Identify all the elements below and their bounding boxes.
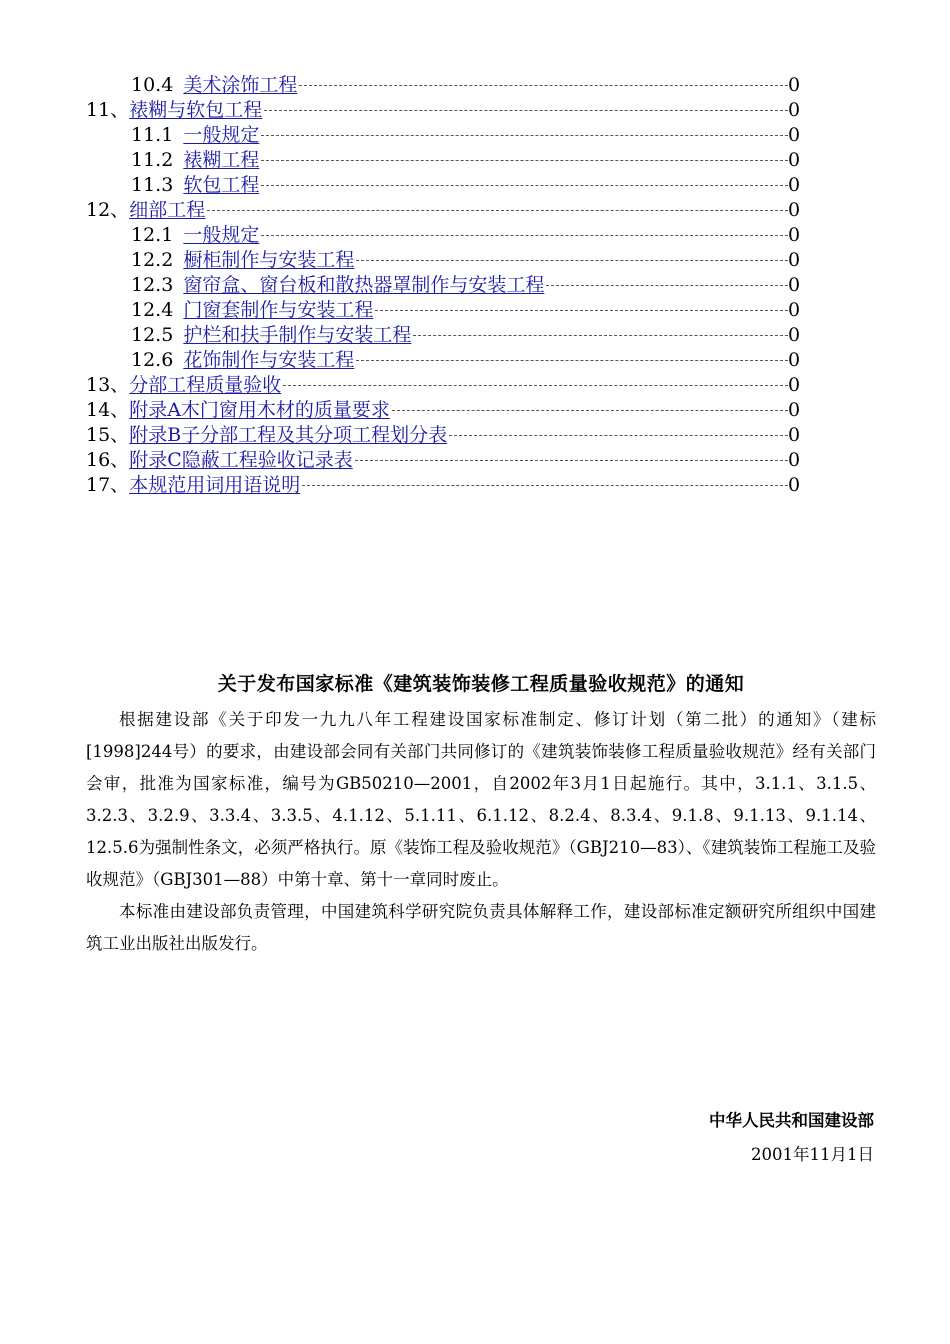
toc-entry-link[interactable]: 裱糊与软包工程 [129,99,263,121]
toc-entry-link[interactable]: 美术涂饰工程 [183,74,298,96]
toc-entry [0,198,950,223]
toc-leader-dashes [356,360,788,361]
toc-page-number: 0 [788,299,801,321]
toc-entry [0,423,950,448]
toc-entry-link[interactable]: 分部工程质量验收 [129,374,282,396]
toc-entry-lead [131,123,259,148]
toc-entry-link[interactable]: 护栏和扶手制作与安装工程 [183,324,412,346]
toc-entry [0,73,950,98]
toc-entry-number: 11.1 [131,124,174,146]
toc-entry-link[interactable]: 附录C隐蔽工程验收记录表 [129,449,353,471]
toc-leader-dashes [283,385,788,386]
toc-entry-lead [131,223,259,248]
notice-paragraph: 本标准由建设部负责管理，中国建筑科学研究院负责具体解释工作，建设部标准定额研究所组织中国建筑工业出版社出版发行。 [86,902,876,953]
toc-leader-dashes [356,260,788,261]
toc-entry-number: 12.6 [131,349,174,371]
toc-page-number: 0 [788,399,801,421]
toc-entry [0,98,950,123]
toc-entry-lead [86,473,300,498]
toc-entry-link[interactable]: 细部工程 [129,199,206,221]
toc-leader-dashes [375,310,788,311]
toc-entry-lead [86,198,205,223]
toc-entry-number: 12.5 [131,324,174,346]
toc-leader-dashes [264,110,788,111]
toc-leader-dashes [261,235,788,236]
toc-entry-number: 12.2 [131,249,174,271]
toc-entry-lead [86,98,262,123]
toc-page-number: 0 [788,449,801,471]
toc-leader-dashes [207,210,788,211]
notice-paragraph: 根据建设部《关于印发一九九八年工程建设国家标准制定、修订计划（第二批）的通知》（建标[1998]244号）的要求，由建设部会同有关部门共同修订的《建筑装饰装修工程质量验收规范》经有关部门会审，批准为国家标准，编号为GB50210—2001，自2002年3月1日起施行。其中，3.1.1、3.1.5、3.2.3、3.2.9、3.3.4、3.3.5、4.1.12、5.1.11、6.1.12、8.2.4、8.3.4、9.1.8、9.1.13、9.1.14、12.5.6为强制性条文，必须严格执行。原《装饰工程及验收规范》（GBJ210—83）、《建筑装饰工程施工及验收规范》（GBJ301—88）中第十章、第十一章同时废止。 [86,710,876,889]
toc-entry-lead [131,73,297,98]
toc-page-number: 0 [788,349,801,371]
toc-leader-dashes [302,485,788,486]
toc-entry-link[interactable]: 附录A木门窗用木材的质量要求 [129,399,390,421]
toc-page-number: 0 [788,174,801,196]
toc-leader-dashes [392,410,788,411]
toc-leader-dashes [261,160,788,161]
toc-entry [0,123,950,148]
toc-entry [0,448,950,473]
toc-entry-link[interactable]: 橱柜制作与安装工程 [183,249,355,271]
toc-entry-number: 12.1 [131,224,174,246]
toc-leader-dashes [546,285,788,286]
toc-entry-link[interactable]: 裱糊工程 [183,149,260,171]
toc-entry-link[interactable]: 本规范用词用语说明 [129,474,301,496]
toc-entry [0,298,950,323]
toc-leader-dashes [413,335,788,336]
toc-entry-number: 11.2 [131,149,174,171]
toc-page-number: 0 [788,99,801,121]
toc-entry-link[interactable]: 门窗套制作与安装工程 [183,299,374,321]
toc-page-number: 0 [788,374,801,396]
toc-page-number: 0 [788,124,801,146]
issue-date: 2001年11月1日 [751,1145,874,1164]
toc-entry-lead [131,273,544,298]
toc-leader-dashes [299,85,788,86]
toc-entry [0,273,950,298]
toc-entry [0,473,950,498]
toc-leader-dashes [449,435,788,436]
toc-entry-number: 12.4 [131,299,174,321]
toc-entry-link[interactable]: 一般规定 [183,224,260,246]
toc-leader-dashes [261,185,788,186]
toc-page-number: 0 [788,149,801,171]
toc-entry-lead [131,348,354,373]
toc-entry-lead [131,173,259,198]
toc-entry [0,323,950,348]
toc-page-number: 0 [788,424,801,446]
signature-block [709,1104,874,1172]
toc-leader-dashes [355,460,788,461]
toc-entry-number: 16、 [86,449,130,471]
toc-entry-link[interactable]: 软包工程 [183,174,260,196]
toc-entry-lead [131,323,411,348]
toc-entry-number: 12.3 [131,274,174,296]
toc-entry [0,373,950,398]
toc-entry-lead [131,148,259,173]
toc-entry [0,248,950,273]
toc-entry-number: 10.4 [131,74,174,96]
notice-title: 关于发布国家标准《建筑装饰装修工程质量验收规范》的通知 [217,673,745,695]
toc-entry-lead [131,298,373,323]
toc-page-number: 0 [788,249,801,271]
toc-entry-number: 13、 [86,374,130,396]
toc-entry-link[interactable]: 一般规定 [183,124,260,146]
toc-entry-number: 14、 [86,399,130,421]
toc-page-number: 0 [788,224,801,246]
toc-page-number: 0 [788,474,801,496]
toc-entry-number: 11、 [86,99,130,121]
toc-page-number: 0 [788,324,801,346]
issuing-authority: 中华人民共和国建设部 [709,1111,874,1130]
notice-section [86,668,876,960]
toc-leader-dashes [261,135,788,136]
toc-page-number: 0 [788,74,801,96]
toc-entry-lead [86,373,281,398]
toc-entry-number: 15、 [86,424,130,446]
table-of-contents [0,73,950,498]
toc-entry-lead [131,248,354,273]
toc-entry-link[interactable]: 附录B子分部工程及其分项工程划分表 [129,424,448,446]
toc-entry-lead [86,398,390,423]
toc-entry-lead [86,423,447,448]
toc-page-number: 0 [788,274,801,296]
toc-entry-number: 17、 [86,474,130,496]
toc-entry-number: 11.3 [131,174,174,196]
toc-entry [0,398,950,423]
toc-entry-number: 12、 [86,199,130,221]
toc-entry [0,223,950,248]
toc-page-number: 0 [788,199,801,221]
toc-entry-lead [86,448,353,473]
toc-entry [0,173,950,198]
toc-entry-link[interactable]: 窗帘盒、窗台板和散热器罩制作与安装工程 [183,274,545,296]
toc-entry [0,148,950,173]
toc-entry-link[interactable]: 花饰制作与安装工程 [183,349,355,371]
toc-entry [0,348,950,373]
